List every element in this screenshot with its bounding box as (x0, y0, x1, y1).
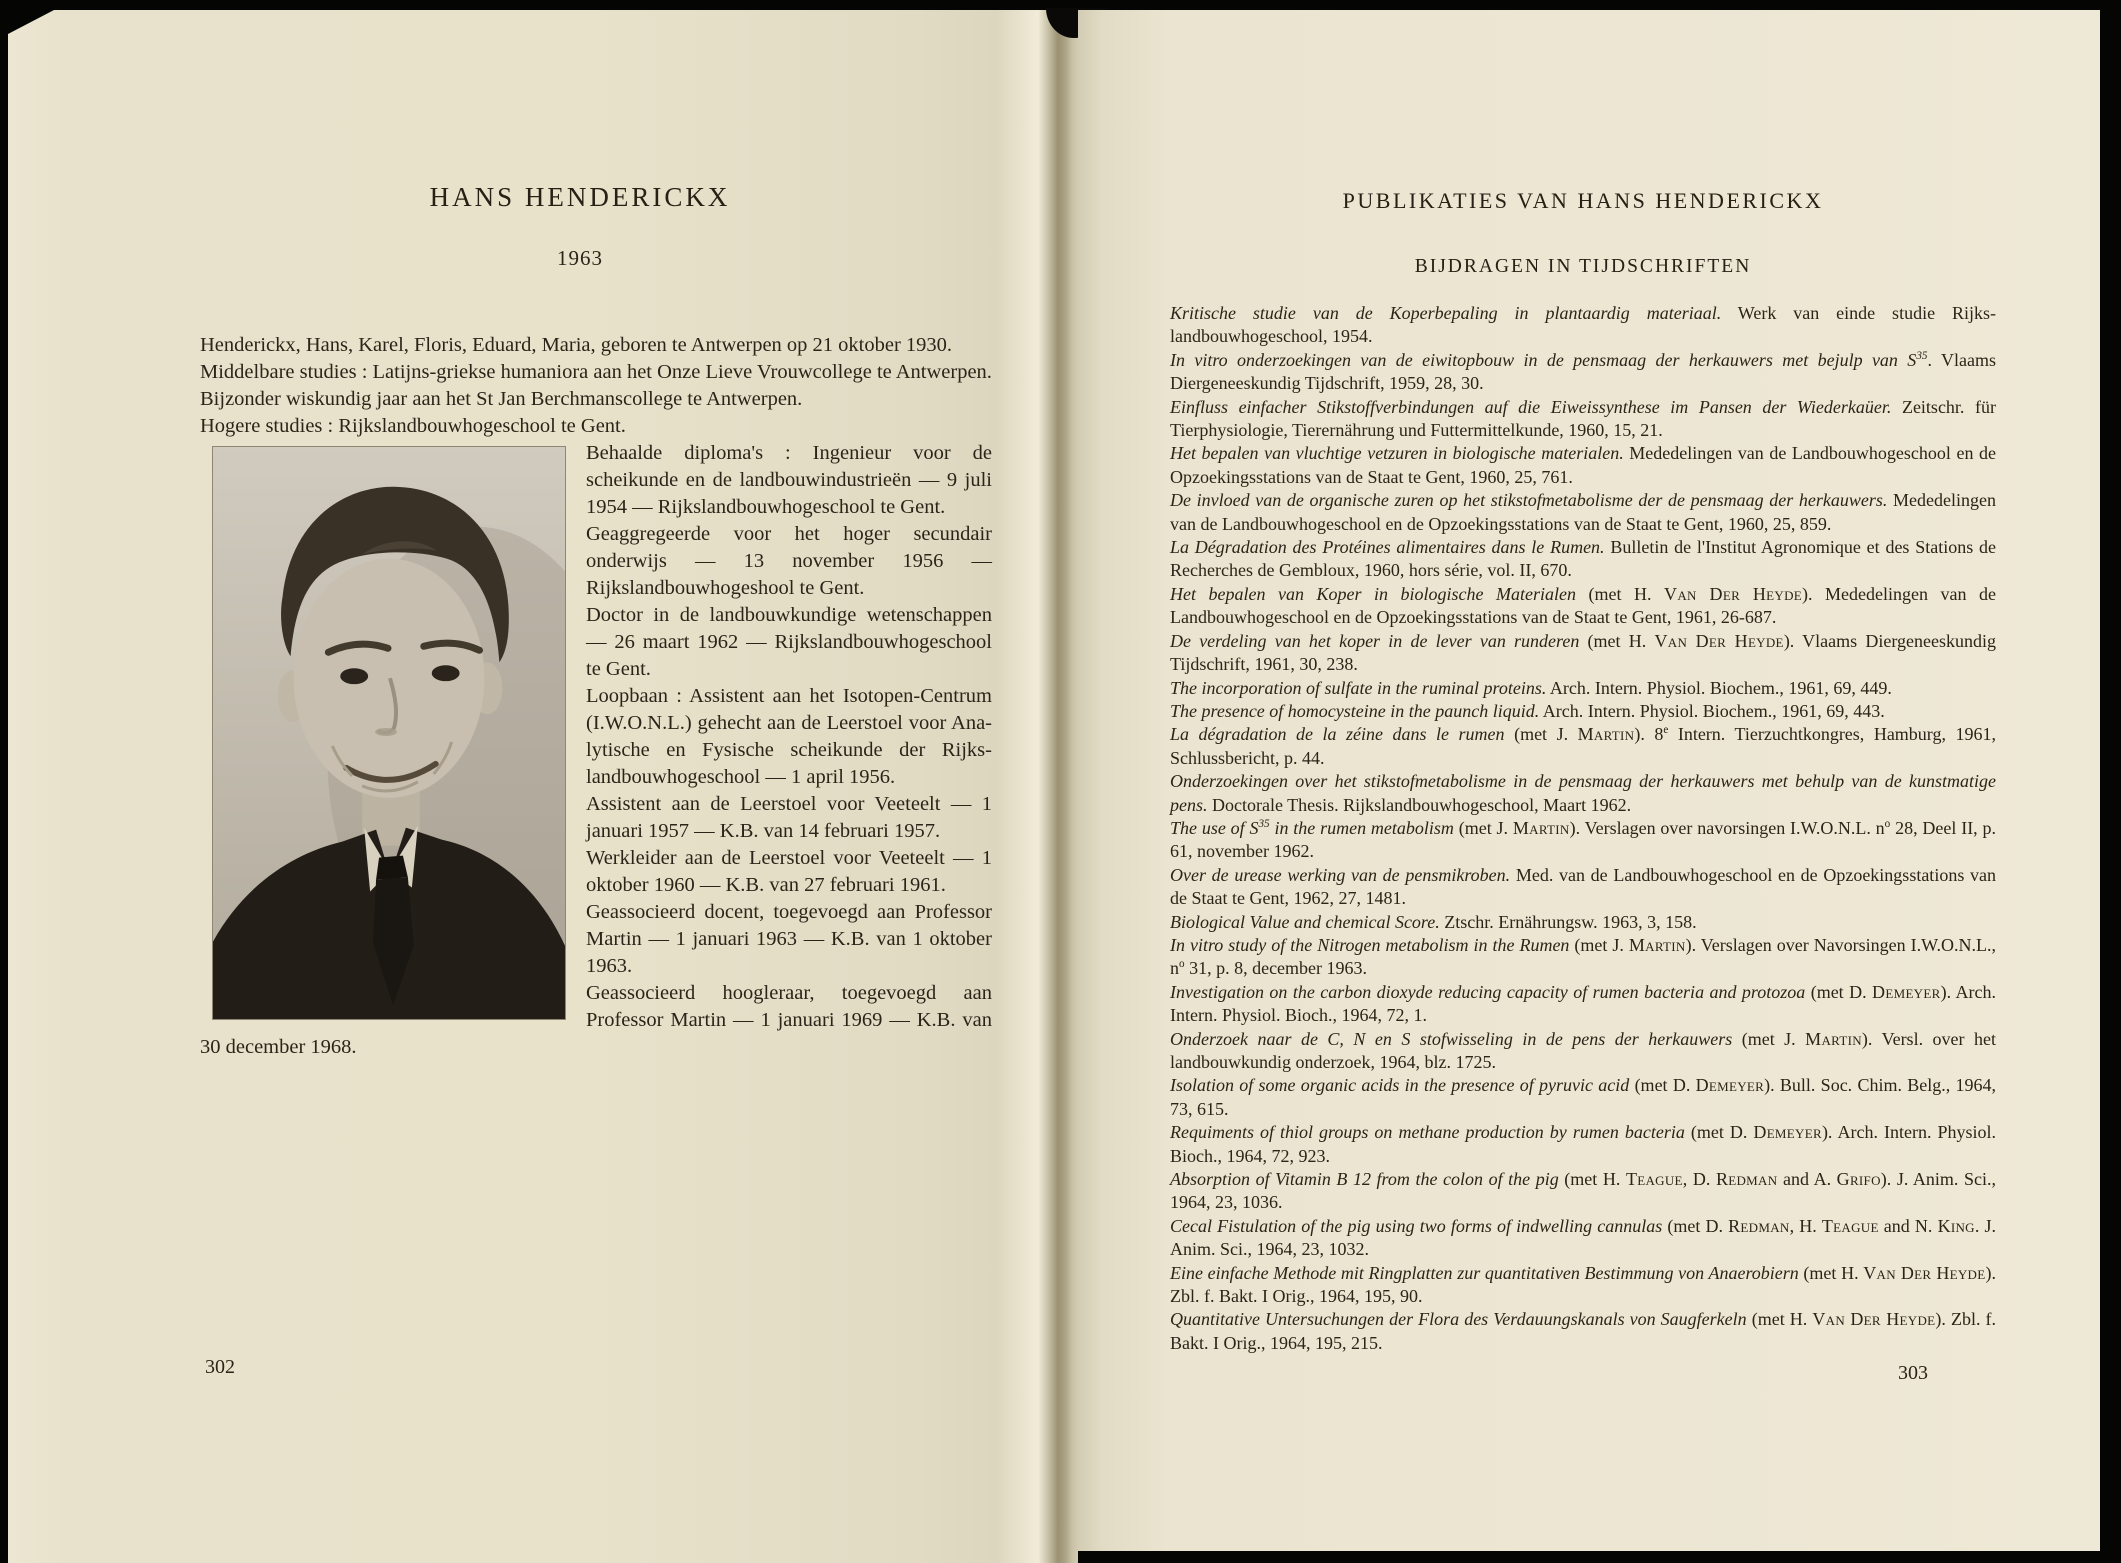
year-heading: 1963 (557, 246, 603, 270)
publication-entry: Cecal Fistulation of the pig using two forms of indwelling cannulas (met D. Redman, H. Teague and N. King. J. Anim. Sci., 1964, 23, 1032. (1170, 1215, 1997, 1260)
book-gutter (1038, 10, 1078, 1563)
publication-entry: Over de urease werking van de pensmikroben. Med. van de Landbouwhogeschool en de Opzoekingsstations van de Staat te Gent, 1962, 27, 1481. (1170, 864, 1996, 909)
left-page (8, 10, 1038, 1563)
publication-entry: Requiments of thiol groups on methane production by rumen bacteria (met D. Demeyer). Arch. Intern. Physiol. Bioch., 1964, 72, 923. (1170, 1122, 1996, 1166)
publication-entry: Investigation on the carbon dioxyde reducing capacity of rumen bacteria and protozoa (met D. Demeyer). Arch. Intern. Physiol. Bioch., 1964, 72, 1. (1170, 981, 1997, 1026)
publication-entry: La Dégradation des Protéines alimentaires dans le Rumen. Bulletin de l'Institut Agronomique et des Stations de Recherches de Gembloux, 1960, hors série, vol. II, 670. (1170, 537, 1996, 581)
publication-entry: The presence of homocysteine in the paunch liquid. Arch. Intern. Physiol. Biochem., 1961, 69, 443. (1170, 700, 1885, 721)
bio-paragraph: Werkleider aan de Leerstoel voor Veeteelt — 1 oktober 1960 — K.B. van 27 februari 1961. (586, 847, 992, 896)
publication-entry: Biological Value and chemical Score. Ztschr. Ernährungsw. 1963, 3, 158. (1170, 911, 1697, 932)
bio-paragraph: Behaalde diploma's : Ingenieur voor de scheikunde en de landbouwindustrieën — 9 juli 1954 — Rijkslandbouwhogeschool te Gent. (586, 442, 992, 518)
page-title: HANS HENDERICKX (429, 182, 731, 212)
publication-entry: La dégradation de la zéine dans le rumen (met J. Martin). 8e Intern. Tierzuchtkongres, Hamburg, 1961, Schlussbericht, p. 44. (1170, 724, 1996, 768)
page-corner-notch (8, 10, 54, 34)
bio-paragraph: Geassocieerd docent, toegevoegd aan Professor Martin — 1 januari 1963 — K.B. van 1 oktober 1963. (586, 901, 992, 977)
bio-paragraph: Bijzonder wiskundig jaar aan het St Jan Berchmanscollege te Antwerpen. (200, 388, 803, 410)
bio-paragraph: Loopbaan : Assistent aan het Isotopen-Centrum (I.W.O.N.L.) gehecht aan de Leerstoel voor Analytische en Fysische scheikunde der Rijkslandbouwhogeschool — 1 april 1956. (586, 685, 992, 788)
left-page-number: 302 (205, 1356, 235, 1378)
bio-paragraph: Middelbare studies : Latijns-griekse humaniora aan het Onze Lieve Vrouwcollege te Antwerpen. (200, 361, 992, 383)
publication-entry: The use of $S^{35}$ in the rumen metabolism (met J. Martin). Verslagen over navorsingen I.W.O.N.L. $n^o$ 28, Deel II, p. 61, november 1962. (1170, 817, 1997, 862)
publication-entry: Onderzoekingen over het stikstofmetabolisme in de pensmaag der herkauwers met behulp van de kunstmatige pens. Doctorale Thesis. Rijkslandbouwhogeschool, Maart 1962. (1170, 771, 1996, 815)
publication-entry: De invloed van de organische zuren op het stikstofmetabolisme der de pensmaag der herkauwers. Mededelingen van de Landbouwhogeschool en de Opzoekingsstations van de Staat te Gent, 1960, 25, 859. (1170, 490, 1996, 534)
publication-entry: Isolation of some organic acids in the presence of pyruvic acid (met D. Demeyer). Bull. Soc. Chim. Belg., 1964, 73, 615. (1170, 1075, 1997, 1119)
bio-paragraph: Geaggregeerde voor het hoger secundair onderwijs — 13 november 1956 — Rijkslandbouwhogeshool te Gent. (586, 523, 992, 599)
portrait-photo-drawing (213, 447, 565, 1019)
publication-entry: In vitro onderzoekingen van de eiwitopbouw in de pensmaag der herkauwers met bejulp van $S^{35}$. Vlaams Diergeneeskundig Tijdschrift, 1959, 28, 30. (1170, 349, 1996, 394)
publication-entry: Eine einfache Methode mit Ringplatten zur quantitativen Bestimmung von Anaerobiern (met H. Van Der Heyde). Zbl. f. Bakt. I Orig., 1964, 195, 90. (1170, 1262, 1996, 1307)
publication-entry: Het bepalen van Koper in biologische Materialen (met H. Van Der Heyde). Mededelingen van de Landbouwhogeschool en de Opzoekingsstations van de Staat te Gent, 1961, 26-687. (1170, 583, 1997, 628)
publication-entry: Het bepalen van vluchtige vetzuren in biologische materialen. Mededelingen van de Landbouwhogeschool en de Opzoekingsstations van de Staat te Gent, 1960, 25, 761. (1170, 443, 1997, 487)
publications-heading: PUBLIKATIES VAN HANS HENDERICKX (1342, 188, 1824, 213)
portrait-photo (212, 446, 566, 1020)
bio-paragraph: Doctor in de landbouwkundige wetenschappen — 26 maart 1962 — Rijkslandbouwhogeschool te Gent. (586, 604, 992, 680)
publication-entry: Absorption of Vitamin B 12 from the colon of the pig (met H. Teague, D. Redman and A. Grifo). J. Anim. Sci., 1964, 23, 1036. (1170, 1169, 1996, 1213)
bio-paragraph: Hogere studies : Rijkslandbouwhogeschool te Gent. (200, 415, 626, 437)
publications-list (1170, 302, 1996, 1355)
right-page-number: 303 (1898, 1362, 1928, 1384)
publication-entry: In vitro study of the Nitrogen metabolism in the Rumen (met J. Martin). Verslagen over Navorsingen I.W.O.N.L., $n^o$ 31, p. 8, december 1963. (1170, 934, 1996, 979)
bio-paragraph: Geassocieerd hoogleraar, toegevoegd aan Professor Martin — 1 januari 1969 — K.B. van 30 december 1968. (200, 982, 992, 1058)
right-page (1078, 10, 2100, 1551)
journal-contributions-subheading: BIJDRAGEN IN TIJDSCHRIFTEN (1414, 256, 1752, 277)
publication-entry: Onderzoek naar de C, N en S stofwisseling in de pens der herkauwers (met J. Martin). Versl. over het landbouwkundig onderzoek, 1964, blz. 1725. (1170, 1028, 1997, 1072)
bio-paragraph: Assistent aan de Leerstoel voor Veeteelt — 1 januari 1957 — K.B. van 14 februari 1957. (586, 793, 992, 842)
publication-entry: Quantitative Untersuchungen der Flora des Verdauungskanals von Saugferkeln (met H. Van Der Heyde). Zbl. f. Bakt. I Orig., 1964, 195, 215. (1170, 1309, 1996, 1353)
publication-entry: Einfluss einfacher Stikstoffverbindungen auf die Eiweissynthese im Pansen der Wiederkaüer. Zeitschr. für Tierphysiologie, Tierernährung und Futtermittelkunde, 1960, 15, 21. (1170, 396, 1996, 441)
biography-intro (200, 332, 992, 440)
bio-paragraph: Henderickx, Hans, Karel, Floris, Eduard, Maria, geboren te Antwerpen op 21 oktober 1930. (200, 334, 953, 356)
publication-entry: Kritische studie van de Koperbepaling in plantaardig materiaal. Werk van einde studie Rijkslandbouwhogeschool, 1954. (1170, 303, 1996, 347)
publication-entry: The incorporation of sulfate in the ruminal proteins. Arch. Intern. Physiol. Biochem., 1961, 69, 449. (1170, 677, 1892, 698)
publication-entry: De verdeling van het koper in de lever van runderen (met H. Van Der Heyde). Vlaams Diergeneeskundig Tijdschrift, 1961, 30, 238. (1170, 630, 1997, 675)
biography-text (200, 332, 992, 1061)
